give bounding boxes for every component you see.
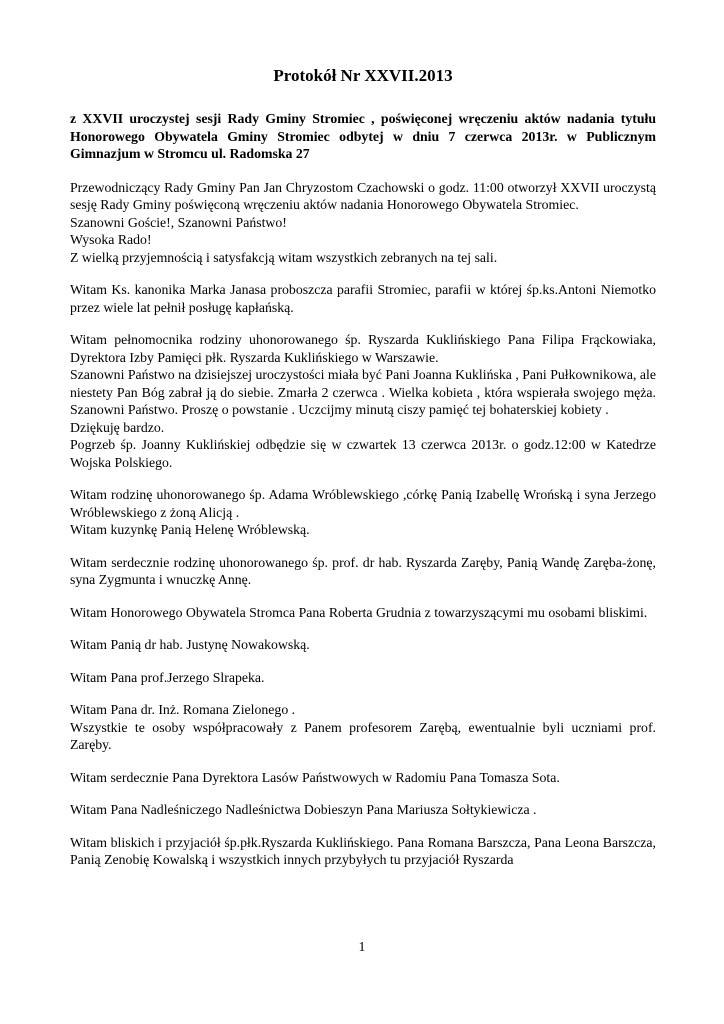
paragraph-line: Witam serdecznie Pana Dyrektora Lasów Państwowych w Radomiu Pana Tomasza Sota. xyxy=(70,769,560,785)
paragraph xyxy=(70,769,656,787)
paragraph-line: Witam Honorowego Obywatela Stromca Pana Roberta Grudnia z towarzyszącymi mu osobami bliskimi. xyxy=(70,604,648,620)
document-subtitle: z XXVII uroczystej sesji Rady Gminy Stromiec , poświęconej wręczeniu aktów nadania tytułu Honorowego Obywatela Gminy Stromiec odbytej w dniu 7 czerwca 2013r. w Publicznym Gimnazjum w Stromcu ul. Radomska 27 xyxy=(70,111,656,161)
paragraph-line: Dziękuję bardzo. xyxy=(70,419,165,435)
paragraph-line: Witam bliskich i przyjaciół śp.płk.Ryszarda Kuklińskiego. Pana Romana Barszcza, Pana Leona Barszcza, Panią Zenobię Kowalską i wszystkich innych przybyłych tu przyjaciół Ryszarda xyxy=(70,834,656,867)
paragraph-line: Z wielką przyjemnością i satysfakcją witam wszystkich zebranych na tej sali. xyxy=(70,249,498,265)
paragraph-line: Witam Panią dr hab. Justynę Nowakowską. xyxy=(70,637,310,652)
document-body xyxy=(70,179,656,869)
document-title: Protokół Nr XXVII.2013 xyxy=(273,66,453,85)
paragraph xyxy=(70,669,656,687)
page-number: 1 xyxy=(358,939,366,954)
paragraph xyxy=(70,604,656,622)
paragraph xyxy=(70,331,656,471)
paragraph-line: Przewodniczący Rady Gminy Pan Jan Chryzostom Czachowski o godz. 11:00 otworzył XXVII uroczystą sesję Rady Gminy poświęconą wręczeniu aktów nadania Honorowego Obywatela Stromiec. xyxy=(70,179,656,212)
paragraph-line: Witam rodzinę uhonorowanego śp. Adama Wróblewskiego ,córkę Panią Izabellę Wrońską i syna Jerzego Wróblewskiego z żoną Alicją . xyxy=(70,487,656,520)
paragraph-line: Witam pełnomocnika rodziny uhonorowanego śp. Ryszarda Kuklińskiego Pana Filipa Frąckowiaka, Dyrektora Izby Pamięci płk. Ryszarda Kuklińskiego w Warszawie. xyxy=(70,332,656,365)
paragraph xyxy=(70,801,656,819)
document-page xyxy=(70,66,656,884)
paragraph xyxy=(70,486,656,539)
paragraph-line: Witam Pana prof.Jerzego Slrapeka. xyxy=(70,669,265,685)
paragraph xyxy=(70,636,656,654)
paragraph-line: Szanowni Państwo na dzisiejszej uroczystości miała być Pani Joanna Kuklińska , Pani Pułkownikowa, ale niestety Pan Bóg zabrał ją do siebie. Zmarła 2 czerwca . Wielka kobieta , która wspierała swojego męża. Szanowni Państwo. Proszę o powstanie . Uczcijmy minutą ciszy pamięć tej bohaterskiej kobiety . xyxy=(70,367,656,417)
paragraph-line: Witam serdecznie rodzinę uhonorowanego śp. prof. dr hab. Ryszarda Zaręby, Panią Wandę Zaręba-żonę, syna Zygmunta i wnuczkę Annę. xyxy=(70,554,656,587)
paragraph xyxy=(70,281,656,316)
paragraph xyxy=(70,834,656,869)
paragraph-line: Wysoka Rado! xyxy=(70,232,152,247)
paragraph-line: Wszystkie te osoby współpracowały z Panem profesorem Zarębą, ewentualnie byli uczniami prof. Zaręby. xyxy=(70,719,656,752)
paragraph-line: Witam Ks. kanonika Marka Janasa proboszcza parafii Stromiec, parafii w której śp.ks.Antoni Niemotko przez wiele lat pełnił posługę kapłańską. xyxy=(70,282,656,315)
paragraph xyxy=(70,701,656,754)
paragraph-line: Witam Pana Nadleśniczego Nadleśnictwa Dobieszyn Pana Mariusza Sołtykiewicza . xyxy=(70,802,537,817)
paragraph-line: Szanowni Goście!, Szanowni Państwo! xyxy=(70,214,287,230)
paragraph xyxy=(70,179,656,267)
paragraph xyxy=(70,554,656,589)
paragraph-line: Pogrzeb śp. Joanny Kuklińskiej odbędzie się w czwartek 13 czerwca 2013r. o godz.12:00 w Katedrze Wojska Polskiego. xyxy=(70,437,656,470)
paragraph-line: Witam kuzynkę Panią Helenę Wróblewską. xyxy=(70,522,310,537)
paragraph-line: Witam Pana dr. Inż. Romana Zielonego . xyxy=(70,702,296,717)
